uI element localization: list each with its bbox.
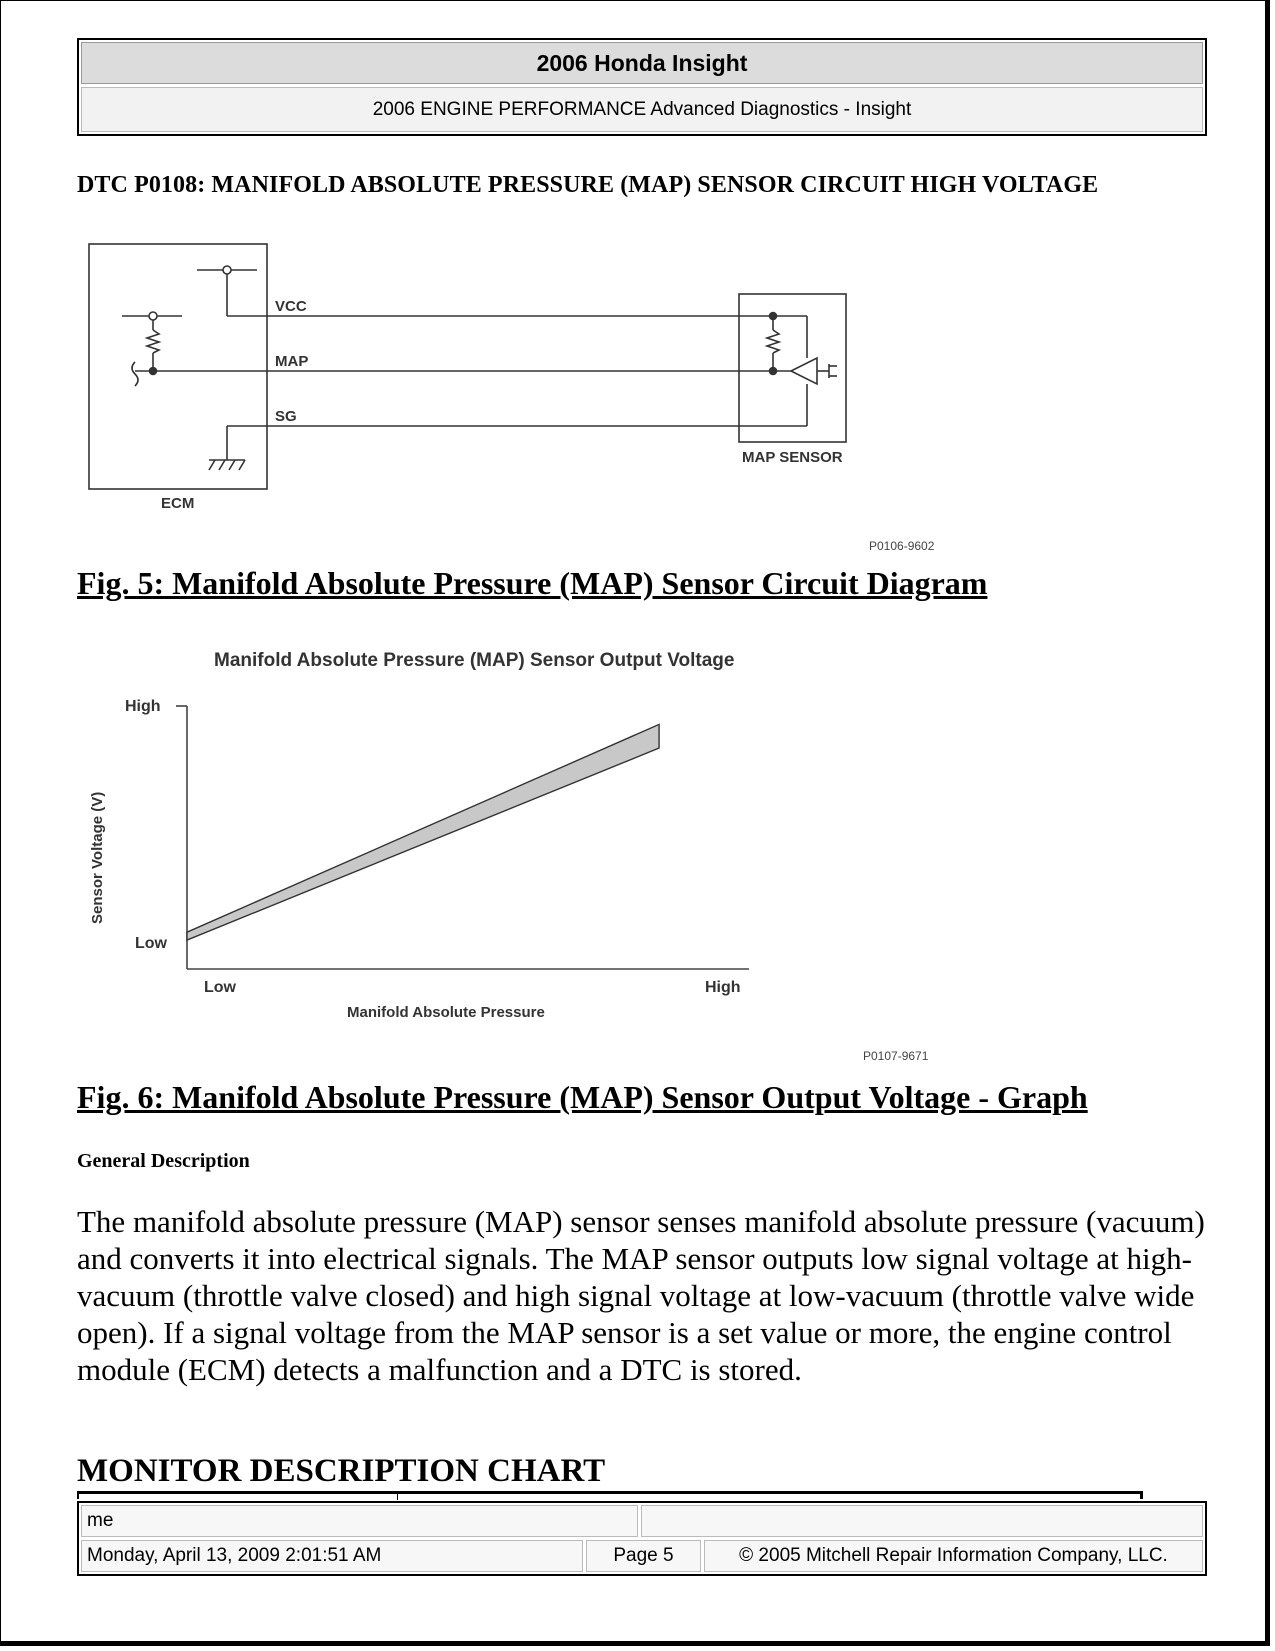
graph-code: P0107-9671 [863,1049,929,1063]
ecm-label: ECM [161,495,195,512]
map-sensor-label: MAP SENSOR [742,449,843,466]
fig5-caption: Fig. 5: Manifold Absolute Pressure (MAP) Sensor Circuit Diagram [77,565,988,601]
monitor-table-top [77,1491,1143,1499]
fig6-caption: Fig. 6: Manifold Absolute Pressure (MAP) Sensor Output Voltage - Graph [77,1079,1088,1115]
ecm-box [89,244,267,489]
document-header [77,38,1207,136]
x-tick-low: Low [204,979,236,996]
output-voltage-graph [77,636,967,1066]
y-axis-label: Sensor Voltage (V) [89,791,106,924]
chart-title: Manifold Absolute Pressure (MAP) Sensor Output Voltage [214,650,735,671]
x-tick-high: High [705,979,741,996]
header-title: 2006 Honda Insight [81,42,1203,84]
diagram-code: P0106-9602 [869,539,935,553]
footer-copyright: © 2005 Mitchell Repair Information Company, LLC. [704,1540,1203,1572]
general-description-body: The manifold absolute pressure (MAP) sensor senses manifold absolute pressure (vacuum) and converts it into electrical signals. The MAP sensor outputs low signal voltage at high-vacuum (throttle valve closed) and high signal voltage at low-vacuum (throttle valve wide open). If a signal voltage from the MAP sensor is a set value or more, the engine control module (ECM) detects a malfunction and a DTC is stored. [77,1204,1205,1387]
footer-page-number: Page 5 [586,1540,701,1572]
voltage-band [187,724,659,940]
y-tick-low: Low [135,935,167,952]
header-subtitle: 2006 ENGINE PERFORMANCE Advanced Diagnostics - Insight [81,87,1203,132]
footer-empty-cell [641,1505,1203,1537]
map-label: MAP [275,353,309,370]
monitor-description-heading: MONITOR DESCRIPTION CHART [77,1453,606,1489]
footer-left-cell: me [81,1505,638,1537]
footer-date: Monday, April 13, 2009 2:01:51 AM [81,1540,583,1572]
general-description-heading: General Description [77,1150,250,1172]
document-footer [77,1501,1207,1576]
y-tick-high: High [125,698,161,715]
circuit-diagram [77,232,967,562]
sg-label: SG [275,408,297,425]
dtc-title: DTC P0108: MANIFOLD ABSOLUTE PRESSURE (MAP) SENSOR CIRCUIT HIGH VOLTAGE [77,172,1099,198]
x-axis-label: Manifold Absolute Pressure [347,1004,545,1021]
vcc-label: VCC [275,298,307,315]
